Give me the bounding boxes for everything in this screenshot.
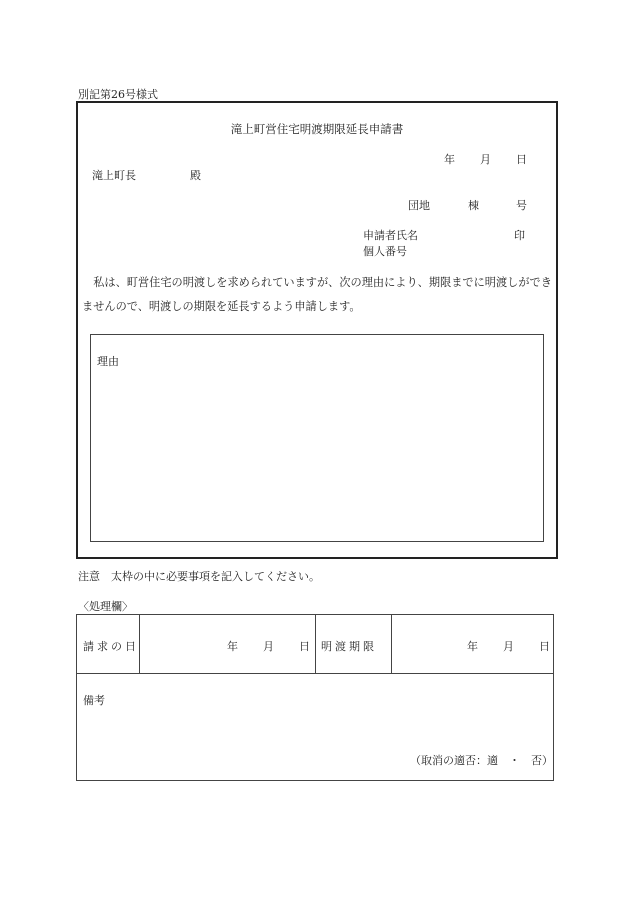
deadline-label-cell — [315, 615, 392, 673]
remarks-label: 備考 — [83, 694, 105, 707]
applicant-name-label: 申請者氏名 — [363, 229, 418, 242]
address-danchi: 団地 — [408, 199, 430, 212]
request-statement: 私は、町営住宅の明渡しを求められていますが、次の理由により、期限までに明渡しができませんので、明渡しの期限を延長するよう申請します。 — [82, 276, 552, 313]
application-form-frame — [76, 101, 558, 559]
deadline-date-cell[interactable] — [391, 615, 553, 673]
addressee-name: 滝上町長 — [92, 169, 136, 182]
address-building: 棟 — [468, 199, 479, 212]
request-date-label: 請求の日 — [83, 640, 139, 653]
processing-date-row — [77, 615, 553, 674]
reason-box[interactable] — [90, 334, 544, 542]
cancel-approval-note: （取消の適否：適 ・ 否） — [410, 754, 553, 767]
date-year: 年 — [444, 153, 455, 166]
request-date-cell[interactable] — [139, 615, 316, 673]
deadline-day: 日 — [539, 640, 550, 653]
form-title: 滝上町営住宅明渡期限延長申請書 — [230, 122, 404, 136]
request-date-label-cell — [77, 615, 140, 673]
deadline-month: 月 — [503, 640, 514, 653]
deadline-year: 年 — [467, 640, 478, 653]
mynumber-label: 個人番号 — [363, 245, 407, 258]
addressee-honorific: 殿 — [190, 169, 201, 182]
form-number: 別記第26号様式 — [78, 88, 158, 101]
date-day: 日 — [516, 153, 527, 166]
request-date-year: 年 — [227, 640, 238, 653]
deadline-label: 明渡期限 — [321, 640, 377, 653]
processing-section-label: 〈処理欄〉 — [78, 600, 133, 613]
processing-table — [76, 614, 554, 781]
date-month: 月 — [480, 153, 491, 166]
seal-mark: 印 — [514, 229, 525, 242]
address-number: 号 — [516, 199, 527, 212]
request-date-day: 日 — [299, 640, 310, 653]
request-date-month: 月 — [263, 640, 274, 653]
reason-label: 理由 — [97, 355, 119, 368]
instruction-note: 注意 太枠の中に必要事項を記入してください。 — [78, 570, 320, 583]
